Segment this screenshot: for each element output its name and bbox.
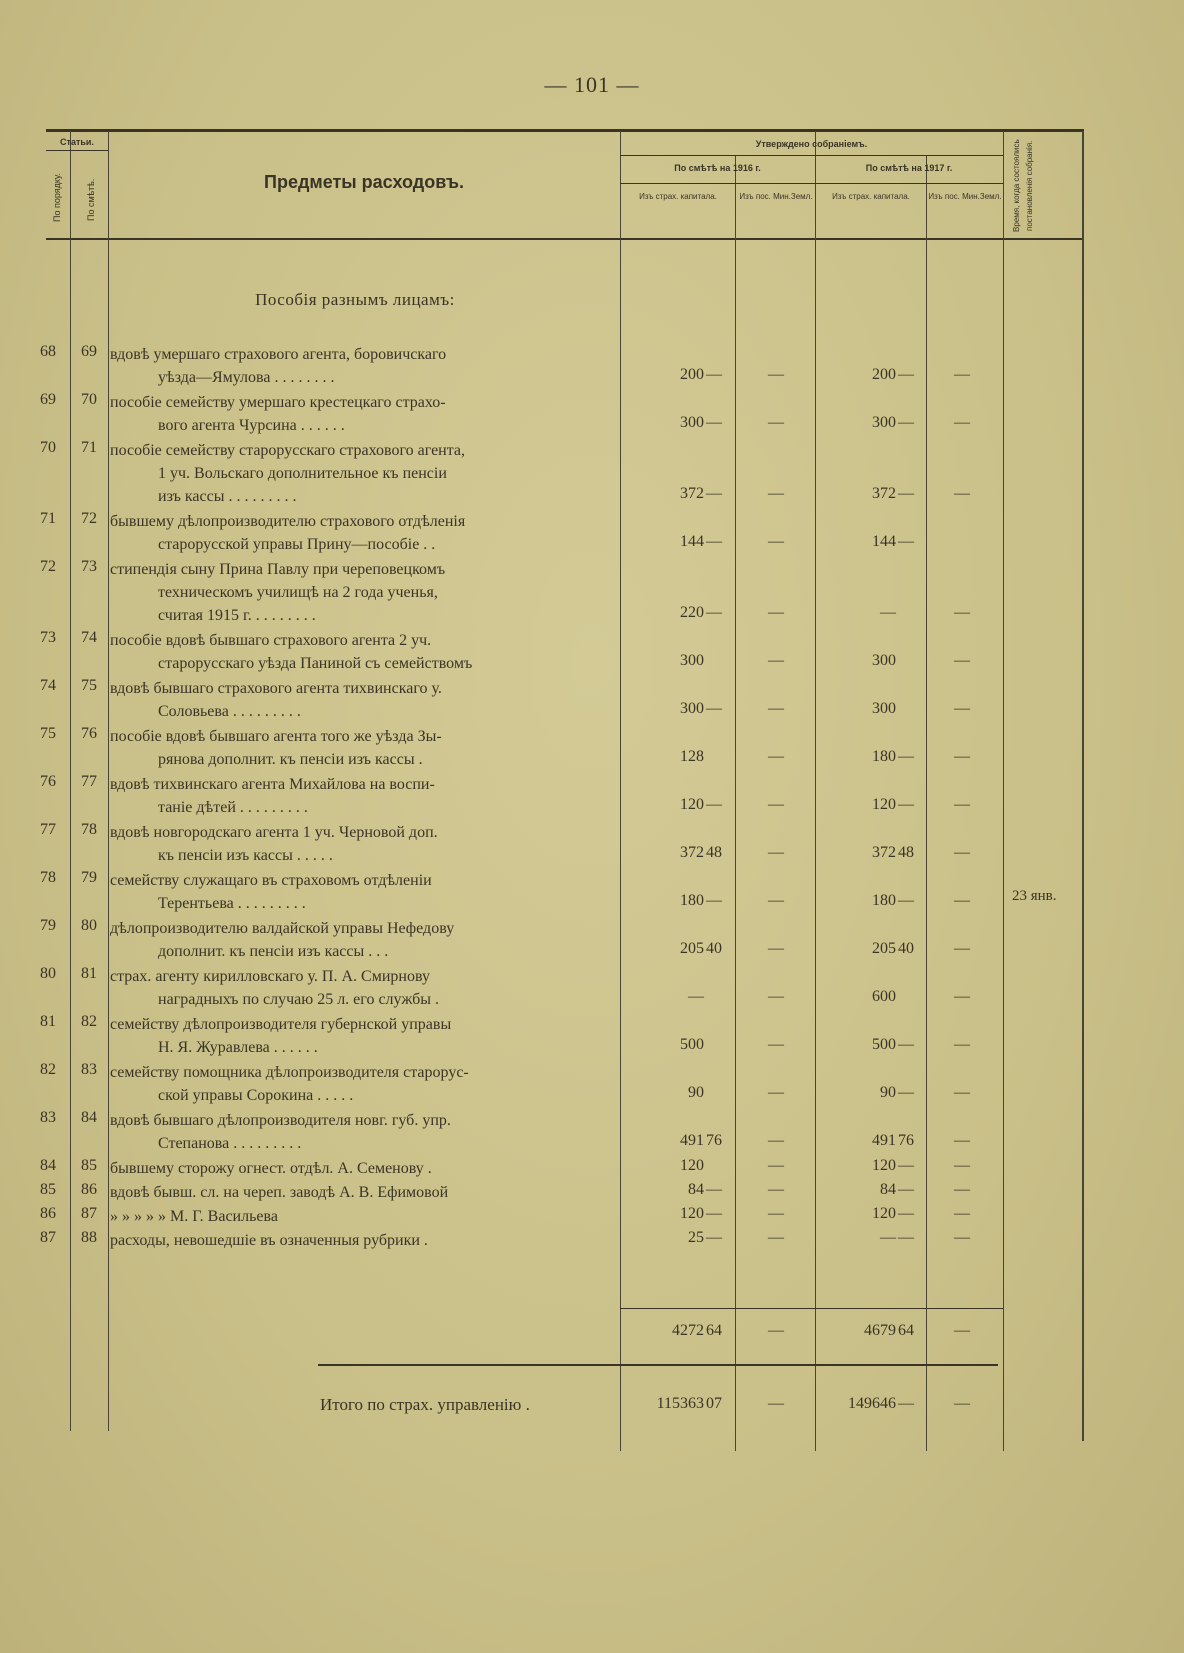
- header-from-ministry-1916: Изъ пос. Мин.Земл.: [739, 192, 813, 201]
- row-description-line: Н. Я. Журавлева . . . . . .: [158, 1039, 318, 1056]
- table-row: [0, 1157, 1184, 1180]
- row-1917-kop: —: [898, 485, 914, 502]
- row-1916-kop: —: [706, 1229, 722, 1246]
- row-description-line: » » » » » М. Г. Васильева: [110, 1208, 278, 1225]
- row-description-line: страх. агенту кирилловскаго у. П. А. Смирнову: [110, 968, 430, 985]
- row-estimate-number: 82: [81, 1013, 97, 1030]
- row-1917-rub: 120: [872, 796, 896, 813]
- row-1916-ministry: —: [768, 748, 784, 765]
- row-description: [110, 439, 610, 508]
- row-estimate-number: 85: [81, 1157, 97, 1174]
- row-1916-ministry: —: [768, 1181, 784, 1198]
- row-1916-kop: —: [706, 485, 722, 502]
- row-1916-rub: 128: [680, 748, 704, 765]
- table-row: [0, 725, 1184, 771]
- row-1917-rub: 600: [872, 988, 896, 1005]
- row-1917-ministry: —: [954, 1181, 970, 1198]
- row-order-number: 85: [40, 1181, 56, 1198]
- header-subjects: Предметы расходовъ.: [264, 172, 464, 192]
- row-1916-rub: 372: [680, 844, 704, 861]
- row-description: [110, 677, 610, 723]
- row-1916-kop: 48: [706, 844, 722, 861]
- row-1916-ministry: —: [768, 1205, 784, 1222]
- table-row: [0, 1061, 1184, 1107]
- row-1917-kop: —: [898, 1084, 914, 1101]
- header-articles-rule: [46, 150, 108, 151]
- row-1917-ministry: —: [954, 1229, 970, 1246]
- row-1917-ministry: —: [954, 700, 970, 717]
- row-description-line: стипендія сыну Прина Павлу при череповецкомъ: [110, 561, 446, 578]
- row-1917-ministry: —: [954, 988, 970, 1005]
- row-1917-rub: 180: [872, 748, 896, 765]
- subtotal-1916-kop: 64: [706, 1322, 722, 1339]
- row-order-number: 69: [40, 391, 56, 408]
- total-1917-rub: 149646: [848, 1395, 896, 1412]
- row-order-number: 76: [40, 773, 56, 790]
- row-order-number: 73: [40, 629, 56, 646]
- row-description-line: пособіе семейству старорусскаго страхового агента,: [110, 442, 466, 459]
- row-1917-rub: 84: [880, 1181, 896, 1198]
- row-1917-rub: 200: [872, 366, 896, 383]
- row-description-line: бывшему дѣлопроизводителю страхового отдѣленія: [110, 513, 466, 530]
- row-description: [110, 1109, 610, 1155]
- row-estimate-number: 78: [81, 821, 97, 838]
- row-1916-rub: 120: [680, 796, 704, 813]
- row-1917-ministry: —: [954, 940, 970, 957]
- row-1917-rub: 372: [872, 485, 896, 502]
- row-1917-kop: —: [898, 892, 914, 909]
- row-1917-kop: —: [898, 1036, 914, 1053]
- row-description: [110, 1205, 610, 1228]
- row-1916-rub: —: [688, 988, 704, 1005]
- row-1916-ministry: —: [768, 366, 784, 383]
- row-order-number: 74: [40, 677, 56, 694]
- row-1917-rub: 120: [872, 1157, 896, 1174]
- table-row: [0, 917, 1184, 963]
- row-1917-rub: 491: [872, 1132, 896, 1149]
- row-description-line: семейству служащаго въ страховомъ отдѣленіи: [110, 872, 432, 889]
- row-1917-rub: 120: [872, 1205, 896, 1222]
- row-order-number: 81: [40, 1013, 56, 1030]
- table-top-rule: [46, 129, 1084, 132]
- header-approved: Утверждено собраніемъ.: [755, 139, 868, 149]
- row-description-line: старорусскаго уѣзда Паниной съ семействомъ: [158, 655, 473, 672]
- row-1916-rub: 144: [680, 533, 704, 550]
- table-row: [0, 629, 1184, 675]
- row-1916-rub: 84: [688, 1181, 704, 1198]
- row-description-line: семейству дѣлопроизводителя губернской управы: [110, 1016, 452, 1033]
- row-description-line: считая 1915 г. . . . . . . . .: [158, 607, 316, 624]
- row-order-number: 75: [40, 725, 56, 742]
- row-1917-kop: —: [898, 1181, 914, 1198]
- row-1917-kop: —: [898, 533, 914, 550]
- row-order-number: 82: [40, 1061, 56, 1078]
- row-1916-kop: —: [706, 796, 722, 813]
- row-1917-ministry: —: [954, 1132, 970, 1149]
- row-description-line: пособіе вдовѣ бывшаго страхового агента 2 уч.: [110, 632, 432, 649]
- row-1916-kop: —: [706, 700, 722, 717]
- row-1917-ministry: —: [954, 366, 970, 383]
- total-1917-ministry: —: [954, 1395, 970, 1412]
- row-estimate-number: 80: [81, 917, 97, 934]
- decision-date: 23 янв.: [1012, 888, 1057, 904]
- row-order-number: 80: [40, 965, 56, 982]
- row-1916-rub: 300: [680, 652, 704, 669]
- total-label: Итого по страх. управленію .: [320, 1395, 530, 1414]
- row-1916-kop: —: [706, 414, 722, 431]
- row-estimate-number: 77: [81, 773, 97, 790]
- subtotal-rule: [620, 1308, 1003, 1309]
- row-1917-kop: —: [898, 796, 914, 813]
- header-estimate-rule: [620, 183, 1003, 184]
- row-1917-rub: —: [880, 1229, 896, 1246]
- header-articles: Статьи.: [60, 137, 94, 147]
- row-description: [110, 725, 610, 771]
- row-estimate-number: 74: [81, 629, 97, 646]
- row-1916-rub: 120: [680, 1157, 704, 1174]
- row-1916-ministry: —: [768, 1036, 784, 1053]
- header-by-estimate: По смѣтѣ.: [86, 178, 96, 222]
- row-description-line: Соловьева . . . . . . . . .: [158, 703, 301, 720]
- row-description: [110, 1181, 610, 1204]
- row-1917-rub: —: [880, 604, 896, 621]
- row-1917-ministry: —: [954, 1157, 970, 1174]
- row-description-line: вого агента Чурсина . . . . . .: [158, 417, 345, 434]
- row-estimate-number: 84: [81, 1109, 97, 1126]
- table-row: [0, 677, 1184, 723]
- row-description: [110, 1157, 610, 1180]
- row-order-number: 72: [40, 558, 56, 575]
- row-description-line: дополнит. къ пенсіи изъ кассы . . .: [158, 943, 389, 960]
- table-row: [0, 1013, 1184, 1059]
- row-1916-ministry: —: [768, 796, 784, 813]
- header-by-order: По порядку.: [52, 172, 62, 222]
- row-1916-kop: 76: [706, 1132, 722, 1149]
- subtotal-1916-ministry: —: [768, 1322, 784, 1339]
- table-row: [0, 1181, 1184, 1204]
- row-description-line: таніе дѣтей . . . . . . . . .: [158, 799, 308, 816]
- row-1916-rub: 220: [680, 604, 704, 621]
- row-1917-ministry: —: [954, 796, 970, 813]
- row-1916-rub: 25: [688, 1229, 704, 1246]
- row-1916-ministry: —: [768, 604, 784, 621]
- subtotal-1917-kop: 64: [898, 1322, 914, 1339]
- header-from-capital-1916: Изъ страх. капитала.: [639, 192, 717, 201]
- header-from-ministry-1917: Изъ пос. Мин.Земл.: [928, 192, 1002, 201]
- row-description: [110, 917, 610, 963]
- row-estimate-number: 72: [81, 510, 97, 527]
- row-1917-rub: 500: [872, 1036, 896, 1053]
- row-description-line: вдовѣ умершаго страхового агента, боровичскаго: [110, 346, 447, 363]
- row-description: [110, 1061, 610, 1107]
- row-estimate-number: 87: [81, 1205, 97, 1222]
- row-1916-rub: 300: [680, 700, 704, 717]
- table-row: [0, 821, 1184, 867]
- row-description-line: вдовѣ тихвинскаго агента Михайлова на воспи-: [110, 776, 435, 793]
- row-1916-rub: 372: [680, 485, 704, 502]
- row-description: [110, 1229, 610, 1252]
- row-1916-kop: —: [706, 892, 722, 909]
- row-1916-kop: —: [706, 1205, 722, 1222]
- row-description: [110, 343, 610, 389]
- row-1917-kop: —: [898, 748, 914, 765]
- row-estimate-number: 69: [81, 343, 97, 360]
- row-estimate-number: 81: [81, 965, 97, 982]
- row-1916-rub: 300: [680, 414, 704, 431]
- row-description-line: изъ кассы . . . . . . . . .: [158, 488, 297, 505]
- row-1917-ministry: —: [954, 1036, 970, 1053]
- row-1917-rub: 144: [872, 533, 896, 550]
- row-estimate-number: 76: [81, 725, 97, 742]
- table-row: [0, 1109, 1184, 1155]
- row-estimate-number: 83: [81, 1061, 97, 1078]
- row-1916-ministry: —: [768, 844, 784, 861]
- row-1916-ministry: —: [768, 940, 784, 957]
- header-estimate-1916: По смѣтѣ на 1916 г.: [674, 163, 761, 173]
- table-row: [0, 343, 1184, 389]
- row-1917-kop: 48: [898, 844, 914, 861]
- row-1917-rub: 90: [880, 1084, 896, 1101]
- row-1917-kop: —: [898, 414, 914, 431]
- row-description-line: уѣзда—Ямулова . . . . . . . .: [158, 369, 335, 386]
- row-description-line: Степанова . . . . . . . . .: [158, 1135, 302, 1152]
- row-estimate-number: 86: [81, 1181, 97, 1198]
- row-estimate-number: 71: [81, 439, 97, 456]
- header-bottom-rule: [46, 238, 1084, 240]
- row-estimate-number: 75: [81, 677, 97, 694]
- row-1917-ministry: —: [954, 892, 970, 909]
- header-estimate-1917: По смѣтѣ на 1917 г.: [865, 163, 953, 173]
- row-1916-rub: 491: [680, 1132, 704, 1149]
- table-row: [0, 439, 1184, 508]
- row-order-number: 71: [40, 510, 56, 527]
- row-1916-kop: 40: [706, 940, 722, 957]
- header-approved-rule: [620, 155, 1003, 156]
- table-row: [0, 510, 1184, 556]
- row-1916-rub: 180: [680, 892, 704, 909]
- row-description-line: Терентьева . . . . . . . . .: [158, 895, 306, 912]
- row-description-line: расходы, невошедшіе въ означенныя рубрики .: [110, 1232, 428, 1249]
- header-decision-time: Время, когда состоялись постановленія собранія.: [1012, 139, 1034, 233]
- row-1917-kop: —: [898, 366, 914, 383]
- row-order-number: 68: [40, 343, 56, 360]
- row-description-line: дѣлопроизводителю валдайской управы Нефедову: [110, 920, 455, 937]
- row-1917-ministry: —: [954, 652, 970, 669]
- row-1917-kop: 76: [898, 1132, 914, 1149]
- row-description-line: вдовѣ бывшаго дѣлопроизводителя новг. губ. упр.: [110, 1112, 451, 1129]
- page-number: — 101 —: [544, 72, 640, 97]
- subtotal-1916-rub: 4272: [672, 1322, 704, 1339]
- row-1917-rub: 205: [872, 940, 896, 957]
- row-1917-ministry: —: [954, 485, 970, 502]
- row-1917-ministry: —: [954, 414, 970, 431]
- row-1916-ministry: —: [768, 1157, 784, 1174]
- total-1917-kop: —: [898, 1395, 914, 1412]
- row-1916-ministry: —: [768, 652, 784, 669]
- row-1916-kop: —: [706, 1181, 722, 1198]
- header-from-capital-1917: Изъ страх. капитала.: [832, 192, 910, 201]
- row-1917-ministry: —: [954, 1084, 970, 1101]
- row-description-line: семейству помощника дѣлопроизводителя старорус-: [110, 1064, 469, 1081]
- row-1917-ministry: —: [954, 844, 970, 861]
- row-order-number: 77: [40, 821, 56, 838]
- row-1917-rub: 300: [872, 414, 896, 431]
- row-1916-kop: —: [706, 366, 722, 383]
- row-1916-ministry: —: [768, 1084, 784, 1101]
- row-description-line: бывшему сторожу огнест. отдѣл. А. Семенову .: [110, 1160, 432, 1177]
- row-description-line: наградныхъ по случаю 25 л. его службы .: [158, 991, 440, 1008]
- row-order-number: 83: [40, 1109, 56, 1126]
- row-description-line: техническомъ училищѣ на 2 года ученья,: [158, 584, 438, 601]
- row-1917-kop: —: [898, 1229, 914, 1246]
- row-1916-ministry: —: [768, 988, 784, 1005]
- row-1916-ministry: —: [768, 533, 784, 550]
- row-order-number: 87: [40, 1229, 56, 1246]
- table-row: [0, 869, 1184, 915]
- row-1917-rub: 300: [872, 652, 896, 669]
- row-description: [110, 1013, 610, 1059]
- table-row: [0, 1205, 1184, 1228]
- table-row: [0, 1229, 1184, 1252]
- row-description: [110, 773, 610, 819]
- row-1917-ministry: —: [954, 748, 970, 765]
- total-rule: [318, 1364, 998, 1366]
- row-description-line: пособіе вдовѣ бывшаго агента того же уѣзда Зы-: [110, 728, 442, 745]
- row-1916-ministry: —: [768, 485, 784, 502]
- row-estimate-number: 73: [81, 558, 97, 575]
- row-description-line: вдовѣ бывш. сл. на череп. заводѣ А. В. Ефимовой: [110, 1184, 449, 1201]
- row-1916-ministry: —: [768, 892, 784, 909]
- row-estimate-number: 79: [81, 869, 97, 886]
- row-description: [110, 558, 610, 627]
- row-description: [110, 629, 610, 675]
- row-description-line: пособіе семейству умершаго крестецкаго страхо-: [110, 394, 446, 411]
- row-description: [110, 391, 610, 437]
- row-1916-ministry: —: [768, 700, 784, 717]
- row-order-number: 70: [40, 439, 56, 456]
- row-1917-rub: 372: [872, 844, 896, 861]
- total-1916-rub: 115363: [656, 1395, 704, 1412]
- row-order-number: 86: [40, 1205, 56, 1222]
- row-description: [110, 821, 610, 867]
- row-1916-rub: 200: [680, 366, 704, 383]
- row-order-number: 79: [40, 917, 56, 934]
- row-1916-kop: —: [706, 533, 722, 550]
- section-title: Пособія разнымъ лицамъ:: [255, 290, 455, 309]
- row-1916-ministry: —: [768, 414, 784, 431]
- row-1916-rub: 120: [680, 1205, 704, 1222]
- row-description-line: старорусской управы Прину—пособіе . .: [158, 536, 436, 553]
- row-1916-ministry: —: [768, 1229, 784, 1246]
- row-estimate-number: 70: [81, 391, 97, 408]
- row-1917-ministry: —: [954, 1205, 970, 1222]
- row-description-line: ской управы Сорокина . . . . .: [158, 1087, 354, 1104]
- row-1917-rub: 180: [872, 892, 896, 909]
- row-1916-rub: 205: [680, 940, 704, 957]
- row-1916-rub: 90: [688, 1084, 704, 1101]
- row-description: [110, 869, 610, 915]
- table-row: [0, 558, 1184, 627]
- row-order-number: 84: [40, 1157, 56, 1174]
- row-1917-kop: 40: [898, 940, 914, 957]
- subtotal-1917-ministry: —: [954, 1322, 970, 1339]
- total-1916-ministry: —: [768, 1395, 784, 1412]
- row-order-number: 78: [40, 869, 56, 886]
- table-row: [0, 965, 1184, 1011]
- row-1917-ministry: —: [954, 604, 970, 621]
- row-1916-ministry: —: [768, 1132, 784, 1149]
- row-description-line: вдовѣ бывшаго страхового агента тихвинскаго у.: [110, 680, 442, 697]
- total-1916-kop: 07: [706, 1395, 722, 1412]
- row-estimate-number: 88: [81, 1229, 97, 1246]
- row-1917-kop: —: [898, 1157, 914, 1174]
- row-description-line: 1 уч. Вольскаго дополнительное къ пенсіи: [158, 465, 447, 482]
- row-1917-kop: —: [898, 1205, 914, 1222]
- row-description-line: вдовѣ новгородскаго агента 1 уч. Черновой доп.: [110, 824, 438, 841]
- row-description: [110, 965, 610, 1011]
- row-description-line: рянова дополнит. къ пенсіи изъ кассы .: [158, 751, 423, 768]
- row-1917-rub: 300: [872, 700, 896, 717]
- subtotal-1917-rub: 4679: [864, 1322, 896, 1339]
- table-row: [0, 391, 1184, 437]
- row-description: [110, 510, 610, 556]
- row-1916-kop: —: [706, 604, 722, 621]
- row-description-line: къ пенсіи изъ кассы . . . . .: [158, 847, 333, 864]
- table-row: [0, 773, 1184, 819]
- row-1916-rub: 500: [680, 1036, 704, 1053]
